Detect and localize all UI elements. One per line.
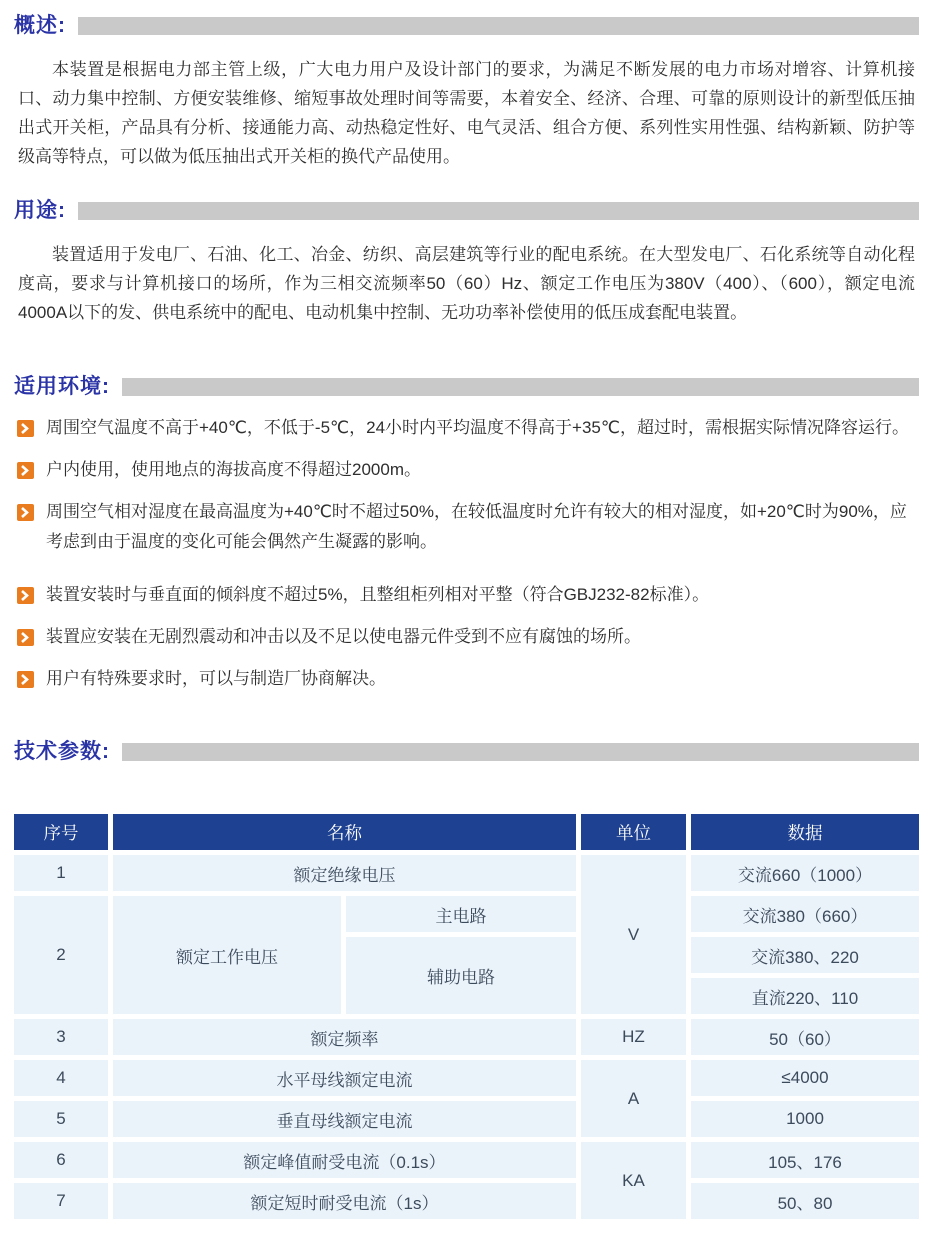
chevron-right-icon [17,671,34,688]
chevron-right-icon [17,420,34,437]
unit-a-cell: A [581,1060,686,1137]
section-header-parameters [14,740,919,764]
row1-name: 额定绝缘电压 [113,855,576,891]
row3-data: 50（60） [691,1019,919,1055]
section-header-usage [14,199,919,223]
table-row [14,1183,919,1219]
unit-hz-cell: HZ [581,1019,686,1055]
row5-no: 5 [14,1101,108,1137]
parameters-title: 技术参数: [14,740,110,763]
section-header-overview [14,14,919,38]
row7-data: 50、80 [691,1183,919,1219]
table-row [14,1019,919,1055]
row2-sub-main: 主电路 [346,896,576,932]
row2-data-aux1: 交流380、220 [691,937,919,973]
chevron-right-icon [17,462,34,479]
row2-no: 2 [14,896,108,1014]
table-header-row [14,814,919,850]
environment-item-1 [14,413,919,443]
usage-paragraph: 装置适用于发电厂、石油、化工、冶金、纺织、高层建筑等行业的配电系统。在大型发电厂、石化系统等自动化程度高，要求与计算机接口的场所，作为三相交流频率50（60）Hz、额定工作电压为380V（400）、（600），额定电流4000A以下的发、供电系统中的配电、电动机集中控制、无功功率补偿使用的低压成套配电装置。 [18,245,915,322]
table-row [14,1060,919,1096]
unit-v-cell: V [581,855,686,1014]
section-header-environment [14,375,919,399]
unit-ka-cell: KA [581,1142,686,1219]
row6-name: 额定峰值耐受电流（0.1s） [113,1142,576,1178]
environment-item-4 [14,580,919,610]
row7-no: 7 [14,1183,108,1219]
table-row [14,1101,919,1137]
environment-heading-bar [122,378,919,396]
row5-data: 1000 [691,1101,919,1137]
environment-item-text: 装置应安装在无剧烈震动和冲击以及不足以使电器元件受到不应有腐蚀的场所。 [46,627,641,646]
row2-name: 额定工作电压 [113,896,341,1014]
row6-no: 6 [14,1142,108,1178]
environment-item-5 [14,622,919,652]
row1-data: 交流660（1000） [691,855,919,891]
usage-heading-bar [78,202,919,220]
environment-item-text: 周围空气温度不高于+40℃，不低于-5℃，24小时内平均温度不得高于+35℃，超过时，需根据实际情况降容运行。 [46,418,909,437]
row2-data-aux2: 直流220、110 [691,978,919,1014]
col-header-unit: 单位 [581,814,686,850]
overview-title: 概述: [14,14,66,37]
chevron-right-icon [17,629,34,646]
table-row [14,855,919,891]
environment-item-2 [14,455,919,485]
overview-heading-bar [78,17,919,35]
environment-item-3 [14,497,919,557]
technical-parameters-table [9,809,924,1224]
col-header-data: 数据 [691,814,919,850]
col-header-name: 名称 [113,814,576,850]
parameters-heading-bar [122,743,919,761]
row2-sub-aux: 辅助电路 [346,937,576,1014]
overview-paragraph: 本装置是根据电力部主管上级，广大电力用户及设计部门的要求，为满足不断发展的电力市场对增容、计算机接口、动力集中控制、方便安装维修、缩短事故处理时间等需要，本着安全、经济、合理、可靠的原则设计的新型低压抽出式开关柜，产品具有分析、接通能力高、动热稳定性好、电气灵活、组合方便、系列性实用性强、结构新颖、防护等级高等特点，可以做为低压抽出式开关柜的换代产品使用。 [18,60,915,166]
row6-data: 105、176 [691,1142,919,1178]
row5-name: 垂直母线额定电流 [113,1101,576,1137]
row1-no: 1 [14,855,108,891]
environment-item-6 [14,664,919,694]
environment-item-text: 用户有特殊要求时，可以与制造厂协商解决。 [46,669,386,688]
chevron-right-icon [17,504,34,521]
environment-item-text: 装置安装时与垂直面的倾斜度不超过5%，且整组柜列相对平整（符合GBJ232-82标准）。 [46,585,710,604]
row3-name: 额定频率 [113,1019,576,1055]
usage-title: 用途: [14,199,66,222]
row4-name: 水平母线额定电流 [113,1060,576,1096]
environment-item-text: 周围空气相对湿度在最高温度为+40℃时不超过50%，在较低温度时允许有较大的相对湿度，如+20℃时为90%，应考虑到由于温度的变化可能会偶然产生凝露的影响。 [46,502,907,551]
row4-data: ≤4000 [691,1060,919,1096]
environment-item-text: 户内使用，使用地点的海拔高度不得超过2000m。 [46,460,421,479]
row2-data-main: 交流380（660） [691,896,919,932]
environment-title: 适用环境: [14,375,110,398]
table-row [14,896,919,932]
row4-no: 4 [14,1060,108,1096]
table-row [14,1142,919,1178]
chevron-right-icon [17,587,34,604]
col-header-no: 序号 [14,814,108,850]
row7-name: 额定短时耐受电流（1s） [113,1183,576,1219]
row3-no: 3 [14,1019,108,1055]
environment-list [14,413,919,694]
